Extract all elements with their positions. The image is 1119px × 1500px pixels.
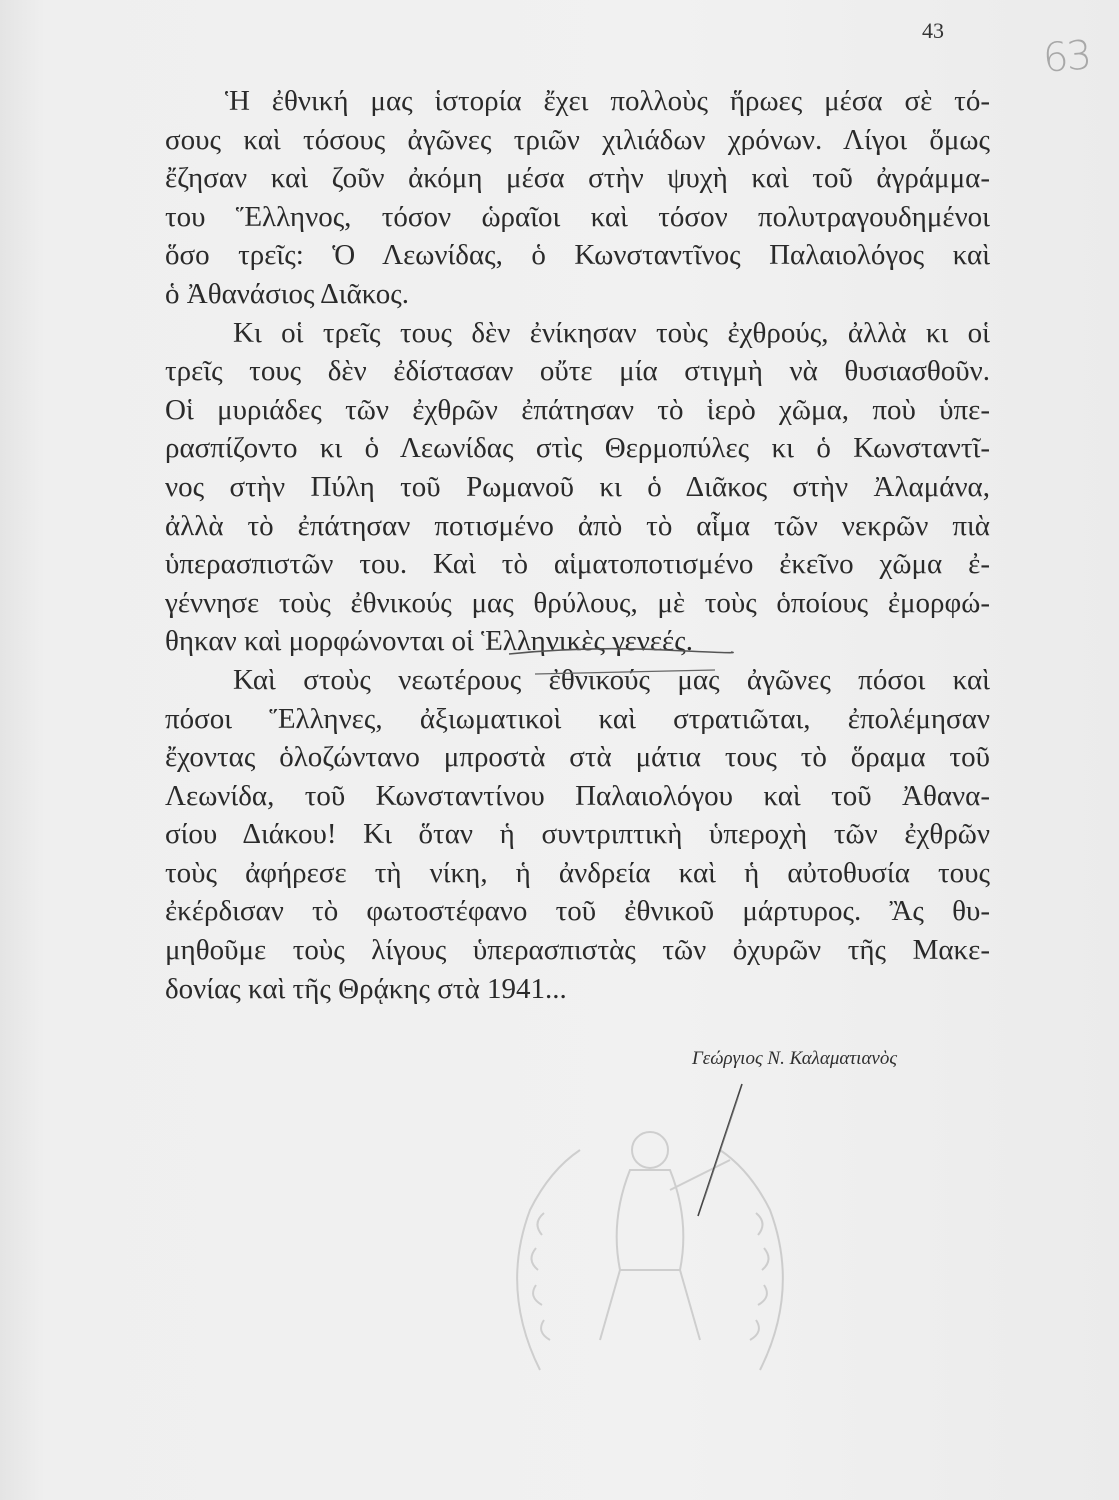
text-line: Κι οἱ τρεῖς τους δὲν ἐνίκησαν τοὺς ἐχθρούς, ἀλλὰ κι οἱ xyxy=(233,316,990,349)
text-line: Ἡ ἐθνική μας ἱστορία ἔχει πολλοὺς ἥρωες μέσα σὲ τό- xyxy=(225,85,990,117)
text-line: ἐκέρδισαν τὸ φωτοστέφανο τοῦ ἐθνικοῦ μάρτυρος. Ἂς θυ- xyxy=(165,895,990,928)
text-line: σίου Διάκου! Κι ὅταν ἡ συντριπτικὴ ὑπεροχὴ τῶν ἐχθρῶν xyxy=(165,818,990,851)
text-line: τρεῖς τους δὲν ἐδίστασαν οὔτε μία στιγμὴ νὰ θυσιασθοῦν. xyxy=(165,355,990,388)
text-line: ὅσο τρεῖς: Ὁ Λεωνίδας, ὁ Κωνσταντῖνος Παλαιολόγος καὶ xyxy=(165,239,990,272)
pencil-underline-mark xyxy=(505,640,735,680)
text-line: ὁ Ἀθανάσιος Διᾶκος. xyxy=(165,277,410,310)
text-line: σους καὶ τόσους ἀγῶνες τριῶν χιλιάδων χρόνων. Λίγοι ὅμως xyxy=(165,123,990,156)
text-line: ἔζησαν καὶ ζοῦν ἀκόμη μέσα στὴν ψυχὴ καὶ τοῦ ἀγράμμα- xyxy=(165,162,990,195)
text-line: ὑπερασπιστῶν του. Καὶ τὸ αἱματοποτισμένο ἐκεῖνο χῶμα ἐ- xyxy=(165,548,990,581)
handwritten-page-number: 63 xyxy=(1041,32,1092,82)
text-line: Καὶ στοὺς νεωτέρους ἐθνικούς μας ἀγῶνες πόσοι καὶ xyxy=(233,663,990,696)
text-line: ἀλλὰ τὸ ἐπάτησαν ποτισμένο ἀπὸ τὸ αἷμα τῶν νεκρῶν πιὰ xyxy=(165,509,990,542)
text-line: θηκαν καὶ μορφώνονται οἱ Ἑλληνικὲς γενεές. xyxy=(165,625,693,658)
text-line: Οἱ μυριάδες τῶν ἐχθρῶν ἐπάτησαν τὸ ἱερὸ χῶμα, ποὺ ὑπε- xyxy=(165,393,990,426)
text-line: τοὺς ἀφήρεσε τὴ νίκη, ἡ ἀνδρεία καὶ ἡ αὐτοθυσία τους xyxy=(165,856,990,889)
text-line: ἔχοντας ὁλοζώντανο μπροστὰ στὰ μάτια τους τὸ ὅραμα τοῦ xyxy=(165,741,990,774)
text-line: δονίας καὶ τῆς Θρᾴκης στὰ 1941... xyxy=(165,972,567,1005)
text-line: πόσοι Ἕλληνες, ἀξιωματικοὶ καὶ στρατιῶται, ἐπολέμησαν xyxy=(165,702,990,735)
text-line: νος στὴν Πύλη τοῦ Ρωμανοῦ κι ὁ Διᾶκος στὴν Ἀλαμάνα, xyxy=(165,470,990,503)
text-line: γέννησε τοὺς ἐθνικούς μας θρύλους, μὲ τοὺς ὁποίους ἐμορφώ- xyxy=(165,586,990,619)
text-line: του Ἕλληνος, τόσον ὡραῖοι καὶ τόσον πολυτραγουδημένοι xyxy=(165,200,990,233)
text-line: Λεωνίδα, τοῦ Κωνσταντίνου Παλαιολόγου καὶ τοῦ Ἀθανα- xyxy=(165,779,990,812)
text-line: ρασπίζοντο κι ὁ Λεωνίδας στὶς Θερμοπύλες κι ὁ Κωνσταντῖ- xyxy=(165,432,990,465)
page-number: 43 xyxy=(922,18,944,43)
faded-emblem-illustration xyxy=(480,1090,820,1390)
text-line: μηθοῦμε τοὺς λίγους ὑπερασπιστὰς τῶν ὀχυρῶν τῆς Μακε- xyxy=(165,934,990,967)
author-signature: Γεώργιος Ν. Καλαματιανὸς xyxy=(692,1048,898,1069)
pencil-stroke-mark xyxy=(690,1080,750,1220)
article-body xyxy=(165,82,990,1008)
